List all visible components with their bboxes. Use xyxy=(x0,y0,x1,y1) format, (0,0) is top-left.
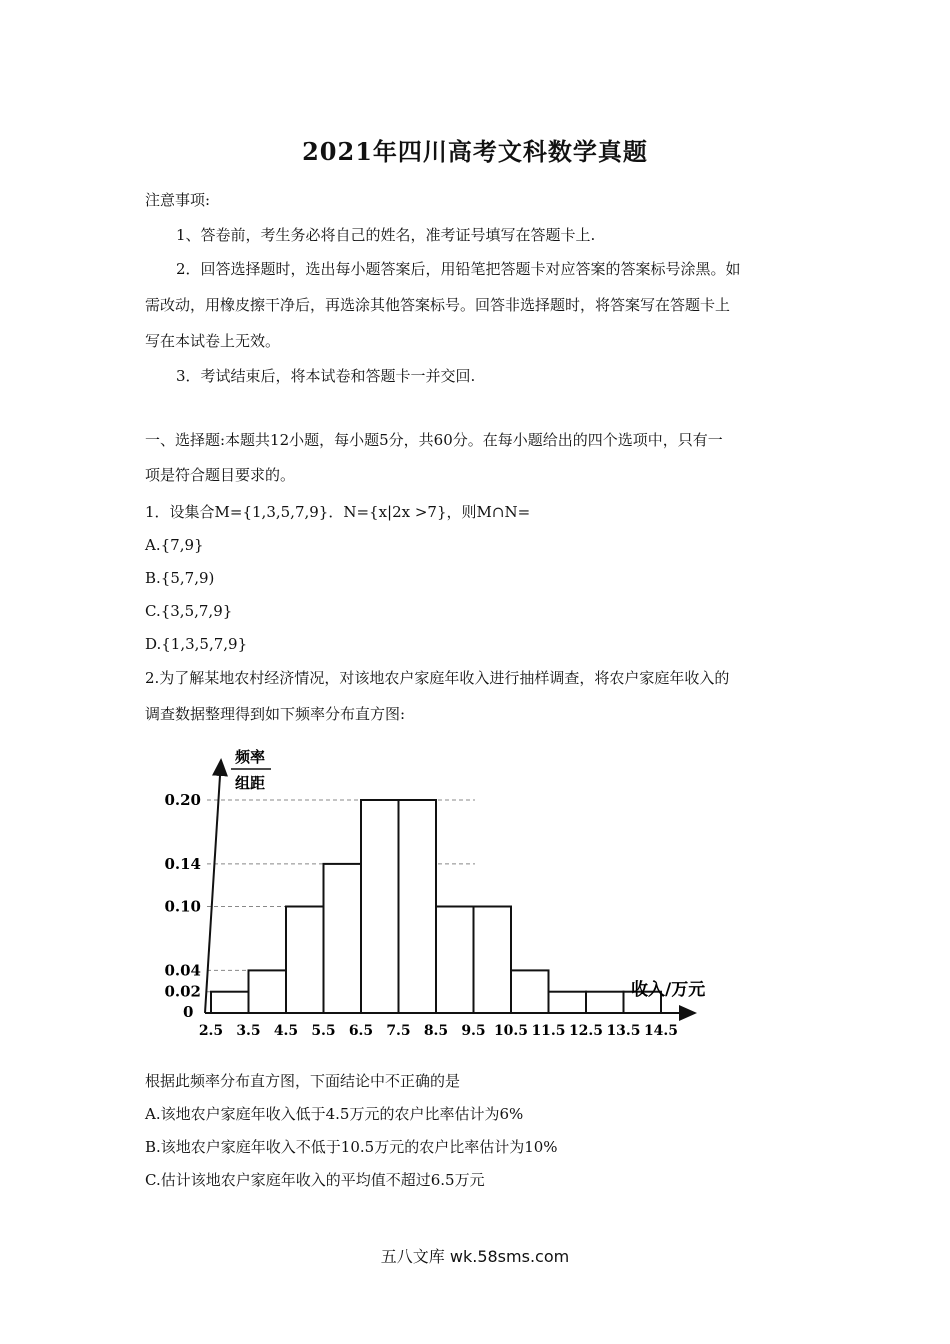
x-tick-label: 6.5 xyxy=(348,1023,374,1039)
histogram-bar xyxy=(361,800,399,1013)
x-tick-label: 2.5 xyxy=(198,1023,224,1039)
question-2-option-a: A.该地农户家庭年收入低于4.5万元的农户比率估计为6% xyxy=(145,1105,524,1123)
notice-item-2-line-2: 需改动，用橡皮擦干净后，再选涂其他答案标号。回答非选择题时，将答案写在答题卡上 xyxy=(145,296,731,314)
y-tick-label: 0.14 xyxy=(164,854,201,873)
question-2-option-c: C.估计该地农户家庭年收入的平均值不超过6.5万元 xyxy=(145,1171,485,1189)
y-tick-label: 0.10 xyxy=(164,897,201,916)
x-tick-label: 10.5 xyxy=(493,1023,529,1039)
histogram-bar xyxy=(436,907,474,1014)
x-axis-label: 收入/万元 xyxy=(631,980,706,1000)
x-tick-label: 8.5 xyxy=(423,1023,449,1039)
x-tick-label: 13.5 xyxy=(606,1023,641,1039)
histogram-bar xyxy=(286,907,324,1014)
x-tick-label: 3.5 xyxy=(236,1023,261,1039)
question-1-option-c: C.{3,5,7,9} xyxy=(145,602,233,620)
section-heading-line-2: 项是符合题目要求的。 xyxy=(145,466,296,484)
notice-item-1: 1、答卷前，考生务必将自己的姓名，准考证号填写在答题卡上. xyxy=(176,226,596,244)
histogram-bar xyxy=(399,800,437,1013)
notice-heading: 注意事项: xyxy=(145,191,211,209)
y-axis-label-bottom: 组距 xyxy=(235,774,266,792)
question-2-option-b: B.该地农户家庭年收入不低于10.5万元的农户比率估计为10% xyxy=(145,1138,558,1156)
histogram-bar xyxy=(211,992,249,1013)
histogram-bar xyxy=(549,992,587,1013)
origin-label: 0 xyxy=(183,1003,194,1021)
histogram-bar xyxy=(249,970,287,1013)
y-tick-label: 0.04 xyxy=(164,961,201,980)
x-tick-label: 14.5 xyxy=(643,1023,679,1039)
y-tick-label: 0.20 xyxy=(164,791,201,809)
notice-item-2-line-1: 2．回答选择题时，选出每小题答案后，用铅笔把答题卡对应答案的答案标号涂黑。如 xyxy=(176,260,741,278)
question-2-prompt: 根据此频率分布直方图，下面结论中不正确的是 xyxy=(145,1072,461,1090)
x-tick-label: 7.5 xyxy=(386,1023,411,1039)
notice-item-2-line-3: 写在本试卷上无效。 xyxy=(145,332,281,350)
histogram-bar xyxy=(324,864,362,1013)
x-tick-label: 4.5 xyxy=(273,1023,299,1039)
page-title: 2021年四川高考文科数学真题 xyxy=(302,137,648,166)
question-2-stem-line-1: 2.为了解某地农村经济情况，对该地农户家庭年收入进行抽样调查，将农户家庭年收入的 xyxy=(145,669,730,687)
histogram-bar xyxy=(586,992,624,1013)
y-axis xyxy=(205,760,221,1013)
frequency-histogram xyxy=(164,745,735,1050)
footer-watermark: 五八文库 wk.58sms.com xyxy=(380,1247,570,1266)
question-2-stem-line-2: 调查数据整理得到如下频率分布直方图: xyxy=(145,705,406,723)
question-1-option-d: D.{1,3,5,7,9} xyxy=(145,635,248,653)
histogram-bar xyxy=(474,907,512,1014)
question-1-stem: 1．设集合M={1,3,5,7,9}．N={x|2x >7}，则M∩N= xyxy=(145,503,531,521)
question-1-option-a: A.{7,9} xyxy=(145,536,204,554)
question-1-option-b: B.{5,7,9) xyxy=(145,569,215,587)
y-tick-label: 0.02 xyxy=(164,982,201,1001)
x-tick-label: 12.5 xyxy=(568,1023,604,1039)
section-heading-line-1: 一、选择题:本题共12小题，每小题5分，共60分。在每小题给出的四个选项中，只有一 xyxy=(145,431,723,449)
x-tick-label: 9.5 xyxy=(461,1023,486,1039)
notice-item-3: 3．考试结束后，将本试卷和答题卡一并交回. xyxy=(176,367,476,385)
x-tick-label: 11.5 xyxy=(531,1023,566,1039)
x-tick-label: 5.5 xyxy=(311,1023,336,1039)
histogram-bar xyxy=(511,970,549,1013)
y-axis-label-top: 频率 xyxy=(235,748,266,766)
